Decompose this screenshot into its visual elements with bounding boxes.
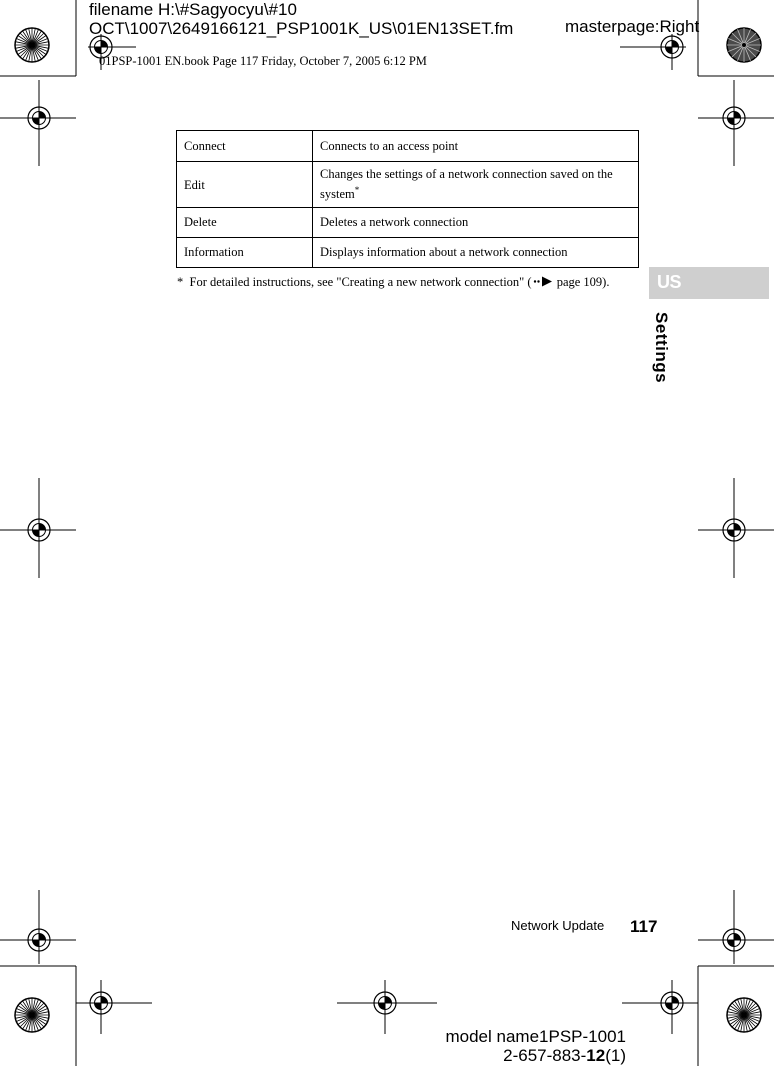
color-wheel-icon (727, 28, 761, 62)
footnote-marker: * (354, 185, 360, 196)
table-row (177, 131, 639, 162)
option-description: Deletes a network connection (313, 208, 639, 238)
region-tab-label: US (657, 272, 682, 292)
option-description-cell (313, 162, 639, 208)
table-row (177, 208, 639, 238)
footnote-text: For detailed instructions, see "Creating a new network connection" ( (189, 275, 532, 289)
option-name: Connect (177, 131, 313, 162)
table-row (177, 238, 639, 268)
book-info-line: 01PSP-1001 EN.book Page 117 Friday, October 7, 2005 6:12 PM (99, 54, 427, 68)
footnote-marker: * (177, 275, 184, 289)
model-name: model name1PSP-1001 (445, 1027, 626, 1046)
part-number-suffix: (1) (605, 1046, 626, 1065)
page-number: 117 (630, 917, 658, 936)
color-wheel-icon (727, 998, 761, 1032)
footer-section-label: Network Update (511, 918, 605, 933)
option-description: Changes the settings of a network connection saved on the system (320, 167, 613, 202)
part-number-prefix: 2-657-883- (503, 1046, 587, 1065)
option-name: Delete (177, 208, 313, 238)
option-description: Connects to an access point (313, 131, 639, 162)
option-name: Information (177, 238, 313, 268)
color-wheel-icon (15, 28, 49, 62)
masterpage-label: masterpage:Right (565, 17, 700, 36)
filename-line-2: OCT\1007\2649166121_PSP1001K_US\01EN13SET.fm (89, 19, 514, 38)
arrow-reference-icon (533, 276, 553, 287)
option-name: Edit (177, 162, 313, 208)
part-number (430, 1046, 626, 1066)
color-wheel-icon (15, 998, 49, 1032)
part-number-revision: 12 (586, 1046, 606, 1065)
section-tab-label: Settings (652, 312, 671, 384)
footnote-page-ref: page 109). (553, 275, 610, 289)
network-options-table (176, 130, 639, 268)
table-row (177, 162, 639, 208)
filename-line-1: filename H:\#Sagyocyu\#10 (89, 0, 297, 19)
option-description: Displays information about a network connection (313, 238, 639, 268)
footnote (177, 275, 609, 290)
